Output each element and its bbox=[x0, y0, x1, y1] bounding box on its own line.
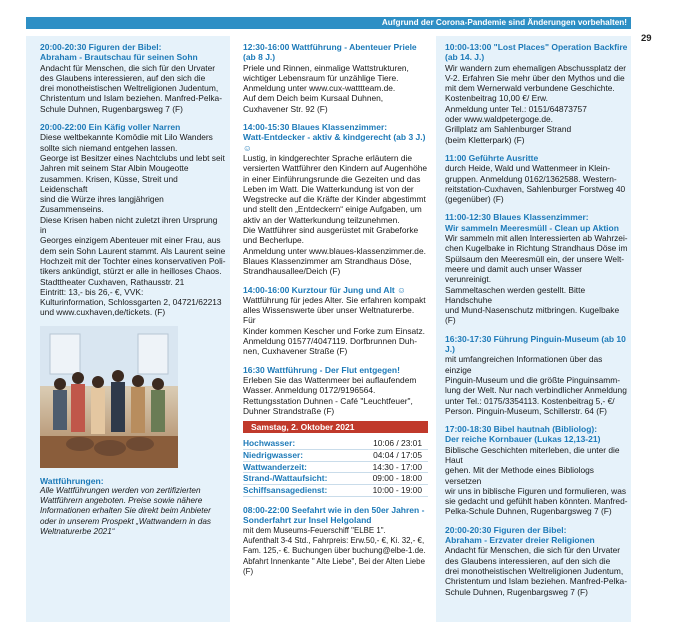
event-body: mit dem Museums-Feuerschiff "ELBE 1". Aufenthalt 3-4 Std., Fahrpreis: Erw.50,- €, Ki. 32,- €, Fam. 125,- €. Buchungen über buchung@elbe-1.de. Abfahrt Innenkante " Alte Liebe", Bei der Alten Liebe (F) bbox=[243, 525, 426, 576]
event-pinguin-museum bbox=[445, 334, 629, 416]
event-body: Wir sammeln mit allen Interessierten ab Wahrzei- chen Kugelbake in Richtung Strandhaus Döse im Spülsaum den Meeresmüll ein, der unsere Welt- meere und damit auch unser Wasser verunreinigt. Sammeltaschen werden gestellt. Bitte Handschuhe und Mund-Nasenschutz mitbringen. Kugelbake (F) bbox=[445, 233, 628, 326]
tide-table bbox=[243, 438, 428, 497]
event-title: 20:00-20:30 Figuren der Bibel: Abraham - Erzvater dreier Religionen bbox=[445, 524, 595, 546]
wattfuehrungen-info bbox=[40, 476, 226, 537]
event-body: Andacht für Menschen, die sich für den Urvater des Glaubens interessieren, auf den sich die drei monotheistischen Weltreligionen Judentum, Christentum und Islam beziehen. Manfred-Pelka- Schule Duhnen, Rugenbargsweg 7 (F) bbox=[445, 545, 628, 597]
event-kurztour bbox=[243, 285, 428, 357]
tide-row: Strand-/Wattaufsicht: 09:00 - 18:00 bbox=[243, 473, 428, 485]
wattfuehrungen-body: Alle Wattführungen werden von zertifizierten Wattführern angeboten. Preise sowie nähere Informationen erhalten Sie direkt beim Anbieter oder in unserem Prospekt „Wattwandern in das Weltnaturerbe 2021“ bbox=[40, 485, 211, 536]
event-ausritte bbox=[445, 153, 629, 204]
event-abraham-erzvater bbox=[445, 525, 629, 597]
event-body: Diese weltbekannte Komödie mit Lilo Wanders sollte sich niemand entgehen lassen. George ist Besitzer eines Nachtclubs und lebt seit Jahren mit seinem Star Albin Mougeotte zusammen. Krisen, Küsse, Streit und Leidenschaft sind die Würze ihres langjährigen Zusammenseins. Diese Krisen haben nicht zuletzt ihren Ursprung in Georges einzigem Abenteuer mit einer Frau, aus dem sein Sohn Laurent stammt. Als Laurent seine Hochzeit mit der Tochter eines konservativen Poli- tikers ankündigt, stürzt er alle in heilloses Chaos. Stadttheater Cuxhaven, Rathausstr. 21 Eintritt: 13,- bis 26,- €, VVK: Kulturinformation, Schlossgarten 2, 04721/62213 und www.cuxhaven,de/tickets. (F) bbox=[40, 132, 226, 318]
tide-row: Hochwasser: 10:06 / 23:01 bbox=[243, 438, 428, 450]
event-body: mit umfangreichen Informationen über das einzige Pinguin-Museum und die größte Pinguinsamm- lung der Welt. Nur nach verbindlicher Anmeldung unter Tel.: 0175/3354113. Kostenbeitrag 5,- €/ Person. Pinguin-Museum, Schillerstr. 64 (F) bbox=[445, 354, 627, 416]
event-title: 12:30-16:00 Wattführung - Abenteuer Priele (ab 8 J.) bbox=[243, 42, 417, 63]
event-title: 11:00-12:30 Blaues Klassenzimmer: Wir sammeln Meeresmüll - Clean up Aktion bbox=[445, 212, 619, 233]
tide-row: Wattwanderzeit: 14:30 - 17:00 bbox=[243, 462, 428, 474]
event-watt-entdecker bbox=[243, 122, 428, 276]
wattfuehrungen-title: Wattführungen: bbox=[40, 475, 104, 486]
page-number: 29 bbox=[641, 33, 652, 44]
notice-text: Aufgrund der Corona-Pandemie sind Änderungen vorbehalten! bbox=[381, 18, 627, 27]
tide-row: Schiffsansagedienst: 10:00 - 19:00 bbox=[243, 485, 428, 497]
event-clean-up bbox=[445, 212, 629, 325]
event-lost-places bbox=[445, 42, 629, 145]
notice-bar bbox=[26, 17, 631, 29]
column-right bbox=[436, 36, 631, 622]
event-body: durch Heide, Wald und Wattenmeer in Klein- gruppen. Anmeldung 0162/1362588. Western- reitstation-Cuxhaven, Sahlenburger Forstweg 40 (gegenüber) (F) bbox=[445, 163, 626, 205]
event-bibel-hautnah bbox=[445, 424, 629, 517]
event-title: 16:30-17:30 Führung Pinguin-Museum (ab 10 J.) bbox=[445, 333, 626, 355]
event-body: Andacht für Menschen, die sich für den Urvater des Glaubens interessieren, auf den sich die drei monotheistischen Weltreligionen Judentum, Christentum und Islam beziehen. Manfred-Pelka- Schule Duhnen, Rugenbargsweg 7 (F) bbox=[40, 62, 223, 114]
column-middle bbox=[233, 36, 430, 622]
tide-row: Niedrigwasser: 04:04 / 17:05 bbox=[243, 450, 428, 462]
event-body: Biblische Geschichten miterleben, die unter die Haut gehen. Mit der Methode eines Bibliologs versetzen wir uns in biblische Figuren und formulieren, was sie gedacht und gefühlt haben könnten. Manfred- Pelka-Schule Duhnen, Rugenbargsweg 7 (F) bbox=[445, 444, 628, 517]
event-title: 17:00-18:30 Bibel hautnah (Bibliolog): Der reiche Kornbauer (Lukas 12,13-21) bbox=[445, 424, 601, 445]
event-title: 14:00-15:30 Blaues Klassenzimmer: Watt-Entdecker - aktiv & kindgerecht (ab 3 J.) ☺ bbox=[243, 122, 426, 153]
event-title: 08:00-22:00 Seefahrt wie in den 50er Jahren - Sonderfahrt zur Insel Helgoland bbox=[243, 505, 425, 526]
event-body: Wattführung für jedes Alter. Sie erfahren kompakt alles Wissenswerte über unser Weltnaturerbe. Für Kinder kommen Kescher und Forke zum Einsatz. Anmeldung 01577/4047119. Dorfbrunnen Duh- nen, Cuxhavener Straße (F) bbox=[243, 294, 426, 357]
event-title: 10:00-13:00 "Lost Places" Operation Backfire (ab 14. J.) bbox=[445, 42, 628, 63]
event-body: Wir wandern zum ehemaligen Abschussplatz der V-2. Erfahren Sie mehr über den Mythos und die mit dem Wernerwald verbundene Geschichte. Kostenbeitrag 10,00 €/ Erw. Anmeldung unter Tel.: 0151/64873757 oder www.waldpetergoge.de. Grillplatz am Sahlenburger Strand (beim Kletterpark) (F) bbox=[445, 62, 627, 145]
event-body: Priele und Rinnen, einmalige Wattstrukturen, wichtiger Lebensraum für unzählige Tiere. Anmeldung unter www.cux-watttteam.de. Auf dem Deich beim Kursaal Duhnen, Cuxhavener Str. 92 (F) bbox=[243, 62, 409, 114]
event-title: 20:00-20:30 Figuren der Bibel: Abraham - Brautschau für seinen Sohn bbox=[40, 42, 198, 63]
event-der-flut-entgegen bbox=[243, 365, 428, 416]
event-body: Lustig, in kindgerechter Sprache erläutern die versierten Wattführer den Kindern auf Augenhöhe in einer Einführungsrunde die Gezeiten und das Leben im Watt. Die Watterkundung ist von der Wegstrecke auf die Kräfte der Kinder abgestimmt und stellt den „Entdeckern“ einige Aufgaben, um aktiv an der Watterkundung teilzunehmen. Die Wattführer sind ausgerüstet mit Grabeforke und Becherlupe. Anmeldung unter www.blaues-klassenzimmer.de. Blaues Klassenzimmer am Strandhaus Döse, Strandhausallee/Deich (F) bbox=[243, 152, 428, 277]
event-abenteuer-priele bbox=[243, 42, 428, 114]
event-body: Erleben Sie das Wattenmeer bei auflaufendem Wasser. Anmeldung 0172/9196564. Rettungsstation Duhnen - Café "Leuchtfeuer", Duhner Strandstraße (F) bbox=[243, 374, 417, 416]
column-left bbox=[26, 36, 230, 622]
event-title: 20:00-22:00 Ein Käfig voller Narren bbox=[40, 122, 181, 133]
date-header: Samstag, 2. Oktober 2021 bbox=[243, 421, 428, 433]
event-title: 14:00-16:00 Kurztour für Jung und Alt ☺ bbox=[243, 284, 406, 295]
event-title: 11:00 Geführte Ausritte bbox=[445, 152, 539, 163]
event-seefahrt-helgoland bbox=[243, 505, 428, 577]
theater-photo bbox=[40, 326, 178, 468]
event-abraham-brautschau bbox=[40, 42, 226, 114]
event-title: 16:30 Wattführung - Der Flut entgegen! bbox=[243, 364, 400, 375]
theater-photo-illustration bbox=[40, 326, 178, 468]
event-kaefig-voller-narren bbox=[40, 122, 226, 318]
